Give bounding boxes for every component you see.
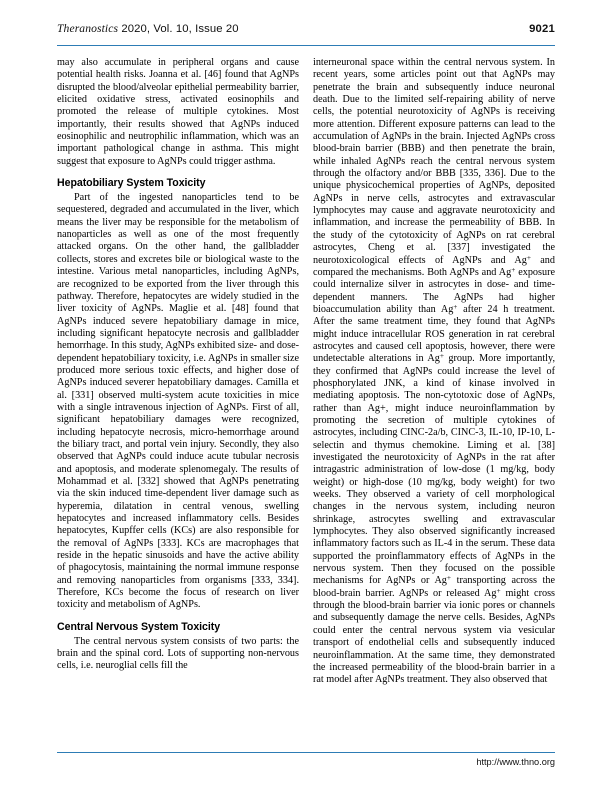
body-columns — [57, 57, 555, 747]
journal-title: Theranostics — [57, 22, 119, 35]
footer-journal-url: http://www.thno.org — [476, 757, 555, 767]
journal-issue-info: 2020, Vol. 10, Issue 20 — [118, 23, 239, 35]
section-heading-central-nervous-system: Central Nervous System Toxicity — [57, 620, 221, 633]
page-number: 9021 — [529, 23, 555, 35]
section-heading-hepatobiliary: Hepatobiliary System Toxicity — [57, 177, 206, 190]
paragraph-cns-1: The central nervous system consists of two parts: the brain and the spinal cord. Lots of supporting non-nervous cells, i.e. neuroglial cells fill the — [57, 635, 299, 672]
paragraph-continued-respiratory: may also accumulate in peripheral organs and cause potential health risks. Joanna et al. [46] found that AgNPs disrupted the blood/alveolar epithelial permeability barrier, elicited oxidative stress, activated eosinophils and promoted the release of multiple cytokines. Most importantly, their results showed that AgNPs induced eosinophilic and neutrophilic inflammation, which was an important pathological change in asthma. This might suggest that exposure to AgNPs could trigger asthma. — [57, 57, 299, 167]
paragraph-cns-continued: interneuronal space within the central nervous system. In recent years, some articles point out that AgNPs may penetrate the brain and subsequently induce neuronal death. Due to the limited self-repairing ability of nerve cells, the potential neurotoxicity of AgNPs is receiving more attention. Different exposure patterns can lead to the accumulation of AgNPs in the brain. Injected AgNPs cross blood-brain barrier (BBB) and then penetrate the brain, while inhaled AgNPs reach the central nervous system through the olfactory and/or BBB [335, 336]. Due to the unique physicochemical properties of AgNPs, deposited AgNPs in nerve cells, astrocytes and extravascular lymphocytes may cause and aggravate neurotoxicity and inflammation, and increase the permeability of BBB. In the study of the cytotoxicity of AgNPs on rat cerebral astrocytes, Cheng et al. [337] investigated the neurotoxicological effects of AgNPs and Ag+ and compared the mechanisms. Both AgNPs and Ag+ exposure could internalize silver in astrocytes in dose- and time-dependent manners. The AgNPs had higher bioaccumulation ability than Ag+ after 24 h treatment. After the same treatment time, they found that AgNPs might induce intracellular ROS generation in rat cerebral astrocytes and caused cell apoptosis, however, there were undetectable alterations in Ag+ group. More importantly, they confirmed that AgNPs could increase the level of phosphorylated JNK, a kind of kinase involved in mediating apoptosis. The non-cytotoxic dose of AgNPs, rather than Ag+, might induce neuroinflammation by promoting the secretion of multiple cytokines of astrocytes, including CINC-2a/b, CINC-3, IL-10, IP-10, L-selectin and thymus chemokine. Liming et al. [38] investigated the neurotoxicity of AgNPs in the rat after intragastric administration of low-dose (1 mg/kg, body weight) or high-dose (10 mg/kg, body weight) for two weeks. They observed a variety of cell morphological changes in the nervous system, including neuron shrinkage, astrocytes swelling and extravascular lymphocytes. They also observed significantly increased inflammatory factors such as IL-4 in the serum. These data supported the proinflammatory effects of AgNPs in the nervous system. Then they focused on the possible mechanisms for AgNPs or Ag+ transporting across the blood-brain barrier. AgNPs or released Ag+ might cross through the blood-brain barrier via ionic pores or channels and subsequently damage the nerve cells. Besides, AgNPs could enter the central nervous system via vesicular transport of endothelial cells and subsequently induced neuroinflammation. At the same time, they demonstrated the increased permeability of the blood-brain barrier in a rat model after AgNPs treatment. They also observed that — [313, 57, 555, 686]
footer-rule — [57, 752, 555, 753]
column-right — [313, 57, 555, 747]
header-rule — [57, 45, 555, 46]
journal-citation — [57, 22, 239, 35]
column-left — [57, 57, 299, 747]
running-head — [57, 22, 555, 42]
paragraph-hepatobiliary-1: Part of the ingested nanoparticles tend to be sequestered, degraded and accumulated in the liver, which means the liver may be responsible for the metabolism of nanoparticles as well as one of the most frequently attacked organs. On the other hand, the gallbladder collects, stores and excretes bile or biological waste to the intestine. Various metal nanoparticles, including AgNPs, are recognized to be exported from the liver through this pathway. Therefore, hepatocytes are widely studied in the liver toxicity of AgNPs. Maglie et al. [48] found that AgNPs induced severe hepatobiliary damage in mice, including significant hepatocyte necrosis and gallbladder hemorrhage. In this study, AgNPs exhibited size- and dose-dependent hepatobiliary toxicity, i.e. AgNPs in smaller size produced more serious toxic effects, and higher dose of AgNPs induced severer hepatobiliary damages. Camilla et al. [331] observed multi-system acute toxicities in mice with a single intravenous injection of AgNPs. First of all, significant hepatobiliary damages were recognized, including hepatocyte necrosis, micro-hemorrhage around the biliary tract, and portal vein injury. Secondly, they also observed that AgNPs could induce acute tubular necrosis and apoptosis, and moderate splenomegaly. The results of Mohammad et al. [332] showed that AgNPs penetrating via the skin induced time-dependent liver damage such as hyperemia, dilatation in central venous, swelling hepatocytes and increased inflammatory cells. Besides hepatocytes, Kupffer cells (KCs) are also responsible for the removal of AgNPs [333]. KCs are macrophages that reside in the hepatic sinusoids and have the active ability of phagocytosis, maintaining the normal immune response and removing nanoparticles from organisms [333, 334]. Therefore, KCs become the focus of research on liver toxicity and metabolism of AgNPs. — [57, 192, 299, 611]
